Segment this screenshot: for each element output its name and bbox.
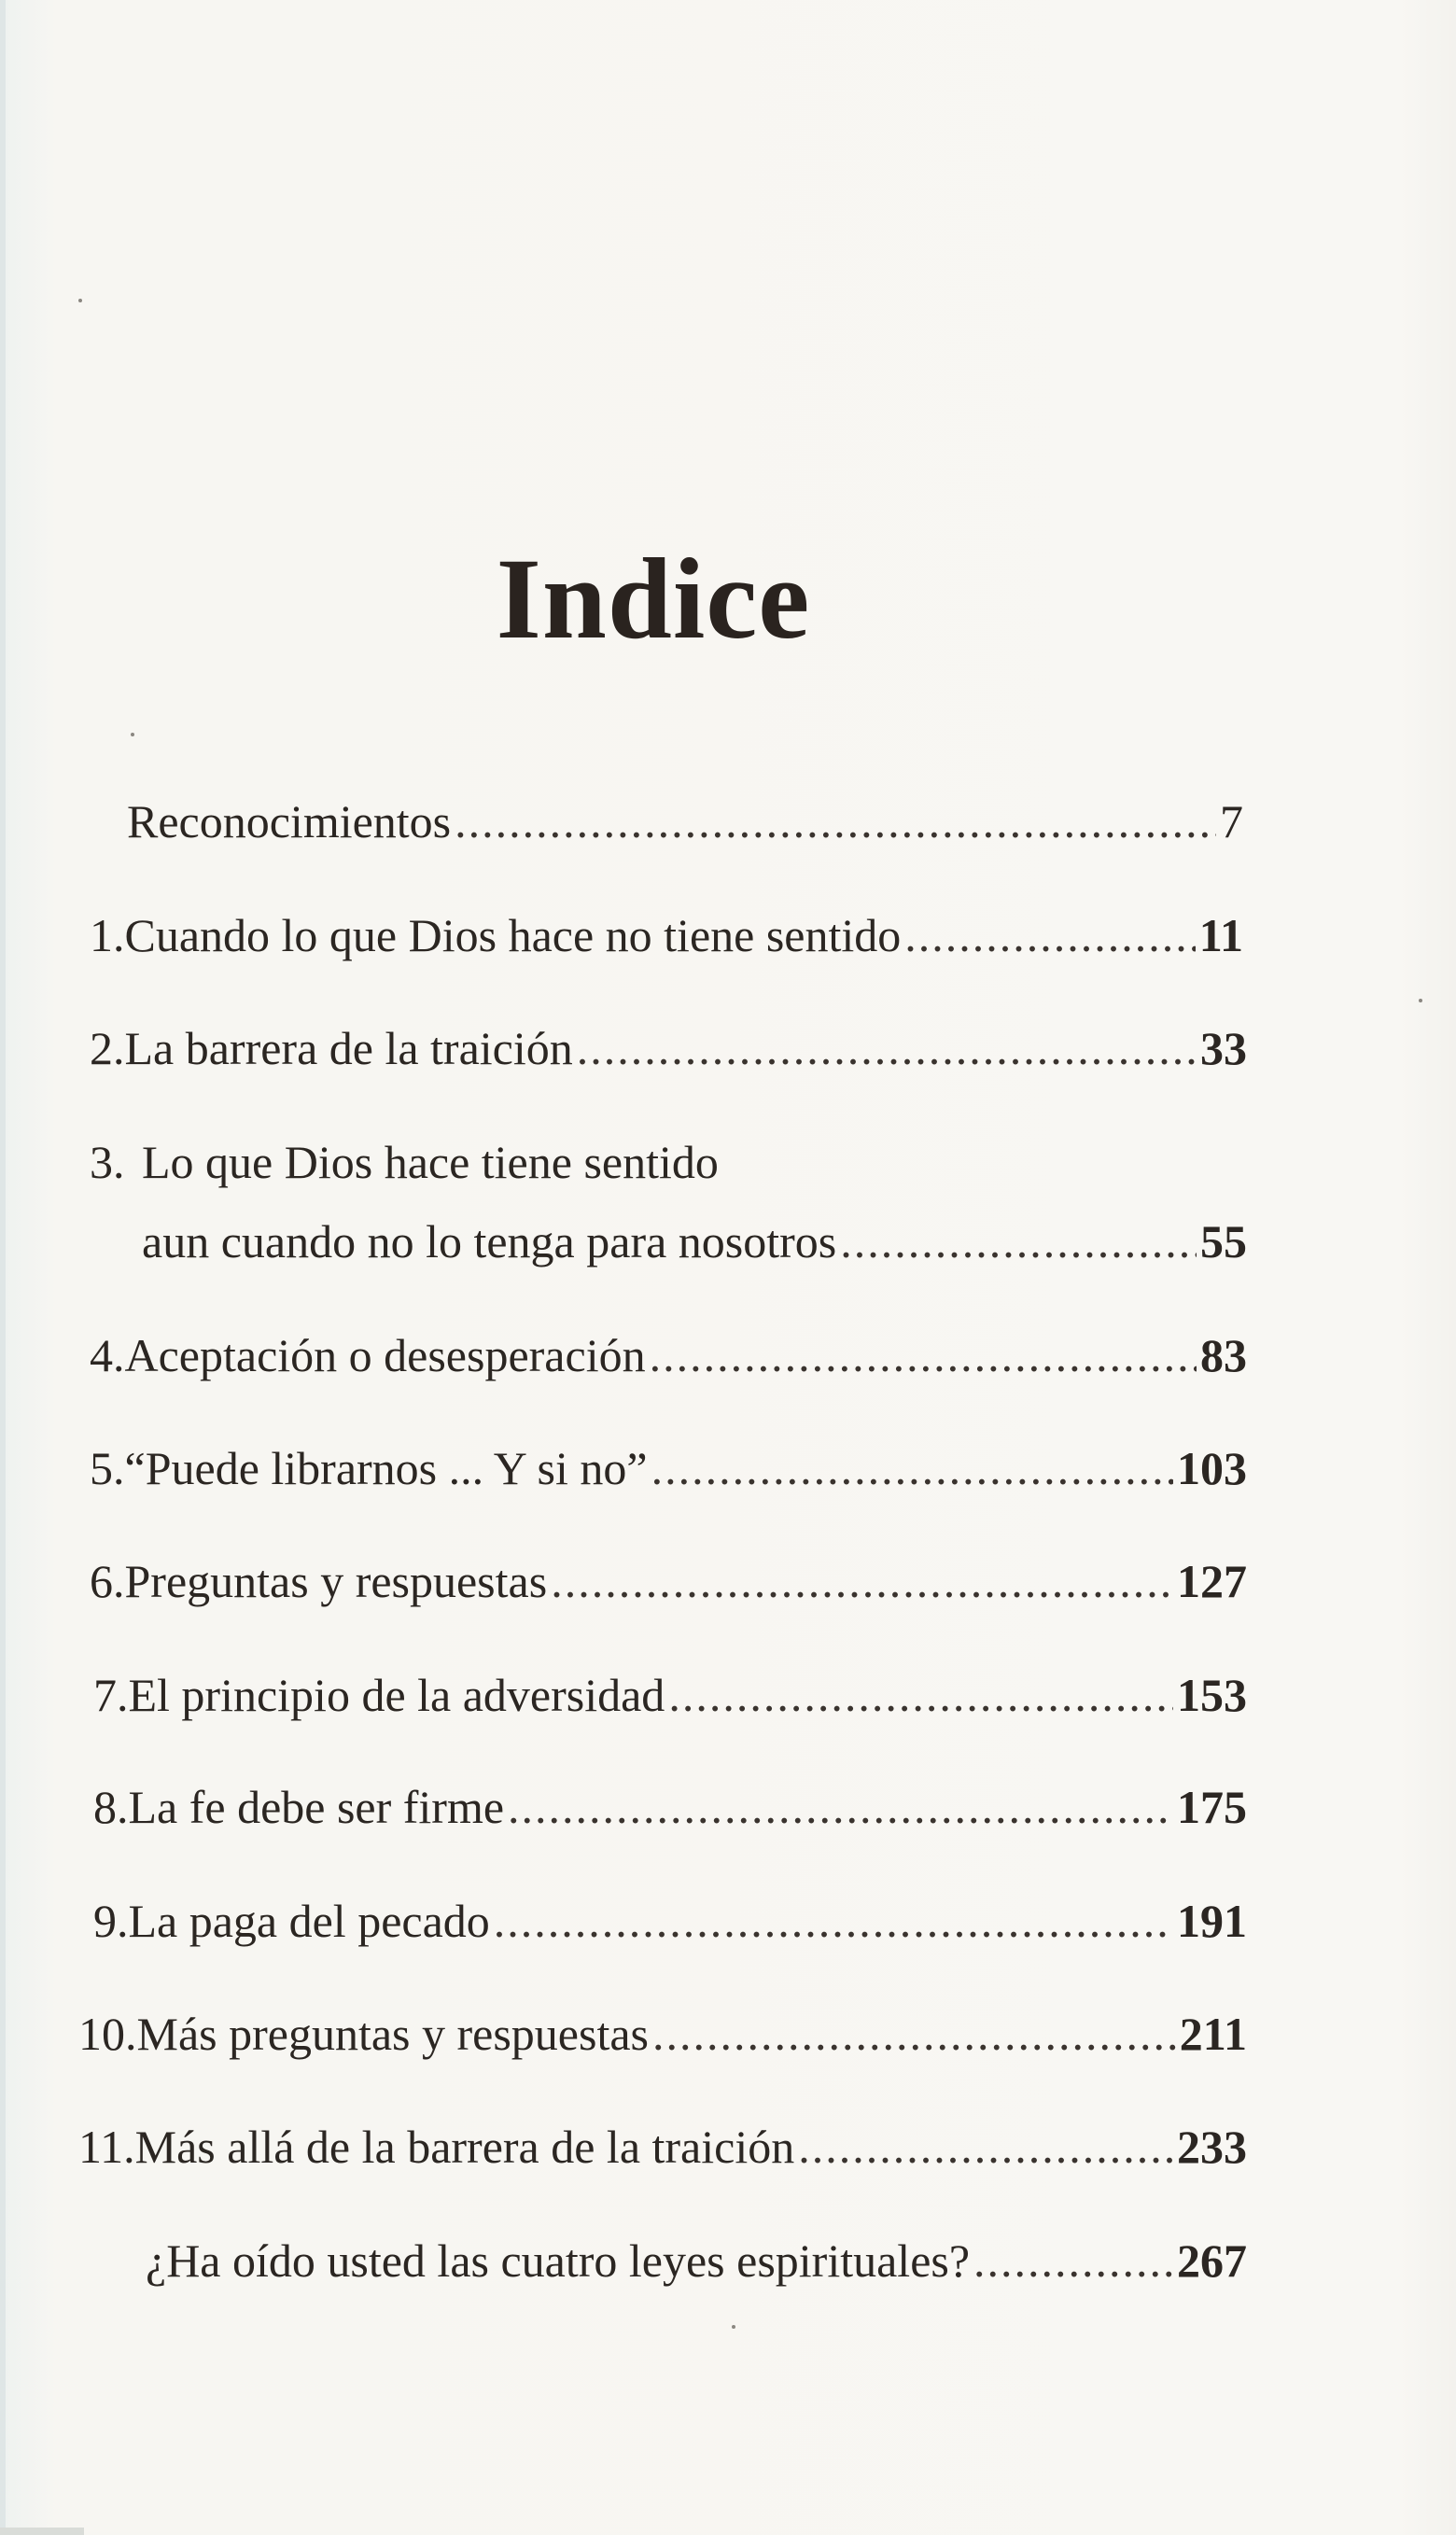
toc-leader-dots xyxy=(577,1020,1197,1076)
toc-page-number: 7 xyxy=(1220,795,1243,847)
toc-leader-dots xyxy=(508,1779,1173,1835)
toc-entry-chapter-9 xyxy=(93,1893,1247,1949)
toc-entry-chapter-8 xyxy=(93,1779,1247,1835)
toc-entry-chapter-7 xyxy=(93,1667,1247,1723)
paper-speck xyxy=(131,733,134,736)
toc-entry-text: ¿Ha oído usted las cuatro leyes espirituales? xyxy=(146,2234,971,2287)
toc-page-number: 211 xyxy=(1179,2008,1247,2060)
page-left-edge xyxy=(0,0,6,2535)
toc-entry-text: La barrera de la traición xyxy=(124,1022,573,1074)
page-title: Indice xyxy=(496,535,811,663)
toc-page-number: 191 xyxy=(1177,1895,1247,1947)
toc-chapter-number: 3. xyxy=(90,1136,125,1188)
toc-entry-text: Más allá de la barrera de la traición xyxy=(134,2121,795,2173)
toc-page-number: 127 xyxy=(1177,1555,1247,1607)
toc-entry-chapter-4 xyxy=(90,1327,1247,1383)
toc-entry-text: La fe debe ser firme xyxy=(128,1781,505,1833)
toc-entry-chapter-1 xyxy=(90,907,1243,963)
toc-leader-dots xyxy=(455,793,1216,849)
toc-entry-chapter-3-line1 xyxy=(90,1134,719,1190)
toc-entry-chapter-2 xyxy=(90,1020,1247,1076)
toc-chapter-number: 11. xyxy=(78,2121,135,2173)
toc-entry-text: Cuando lo que Dios hace no tiene sentido xyxy=(124,909,902,961)
toc-entry-chapter-3 xyxy=(142,1213,1247,1269)
toc-entry-acknowledgements xyxy=(127,793,1243,849)
toc-leader-dots xyxy=(551,1553,1173,1609)
toc-page-number: 233 xyxy=(1177,2121,1247,2173)
toc-chapter-number: 4. xyxy=(90,1329,125,1381)
toc-chapter-number: 2. xyxy=(90,1022,125,1074)
toc-chapter-number: 1. xyxy=(90,909,125,961)
toc-leader-dots xyxy=(668,1667,1173,1723)
toc-entry-text: “Puede librarnos ... Y si no” xyxy=(124,1442,648,1494)
toc-leader-dots xyxy=(651,1440,1173,1496)
toc-entry-text: aun cuando no lo tenga para nosotros xyxy=(142,1215,837,1268)
toc-chapter-number: 8. xyxy=(93,1781,129,1833)
toc-chapter-number: 9. xyxy=(93,1895,129,1947)
toc-entry-chapter-11 xyxy=(78,2119,1247,2175)
toc-page-number: 55 xyxy=(1200,1215,1247,1268)
toc-entry-text: Más preguntas y respuestas xyxy=(136,2008,649,2060)
toc-entry-text: Preguntas y respuestas xyxy=(124,1555,548,1607)
toc-entry-text: El principio de la adversidad xyxy=(128,1669,665,1721)
toc-entry-appendix xyxy=(146,2233,1247,2289)
toc-page-number: 267 xyxy=(1177,2234,1247,2287)
toc-leader-dots xyxy=(652,2006,1176,2062)
toc-chapter-number: 7. xyxy=(93,1669,129,1721)
toc-entry-chapter-6 xyxy=(90,1553,1247,1609)
toc-page-number: 83 xyxy=(1200,1329,1247,1381)
paper-speck xyxy=(732,2325,735,2329)
paper-speck xyxy=(78,299,82,302)
toc-page-number: 11 xyxy=(1198,909,1243,961)
toc-entry-text: Aceptación o desesperación xyxy=(124,1329,646,1381)
toc-entry-chapter-5 xyxy=(90,1440,1247,1496)
toc-page-number: 33 xyxy=(1200,1022,1247,1074)
toc-chapter-number: 10. xyxy=(78,2008,137,2060)
toc-chapter-number: 6. xyxy=(90,1555,125,1607)
toc-page-number: 175 xyxy=(1177,1781,1247,1833)
toc-page-number: 103 xyxy=(1177,1442,1247,1494)
toc-entry-chapter-10 xyxy=(78,2006,1247,2062)
toc-entry-text: La paga del pecado xyxy=(128,1895,490,1947)
toc-leader-dots xyxy=(904,907,1195,963)
toc-page-number: 153 xyxy=(1177,1669,1247,1721)
toc-chapter-number: 5. xyxy=(90,1442,125,1494)
toc-entry-text: Reconocimientos xyxy=(127,795,452,847)
toc-leader-dots xyxy=(650,1327,1197,1383)
toc-leader-dots xyxy=(840,1213,1197,1269)
toc-leader-dots xyxy=(494,1893,1173,1949)
page-bottom-edge xyxy=(0,2528,84,2535)
toc-entry-text: Lo que Dios hace tiene sentido xyxy=(142,1136,719,1188)
paper-speck xyxy=(1419,999,1422,1002)
toc-leader-dots xyxy=(798,2119,1173,2175)
toc-leader-dots xyxy=(973,2233,1173,2289)
